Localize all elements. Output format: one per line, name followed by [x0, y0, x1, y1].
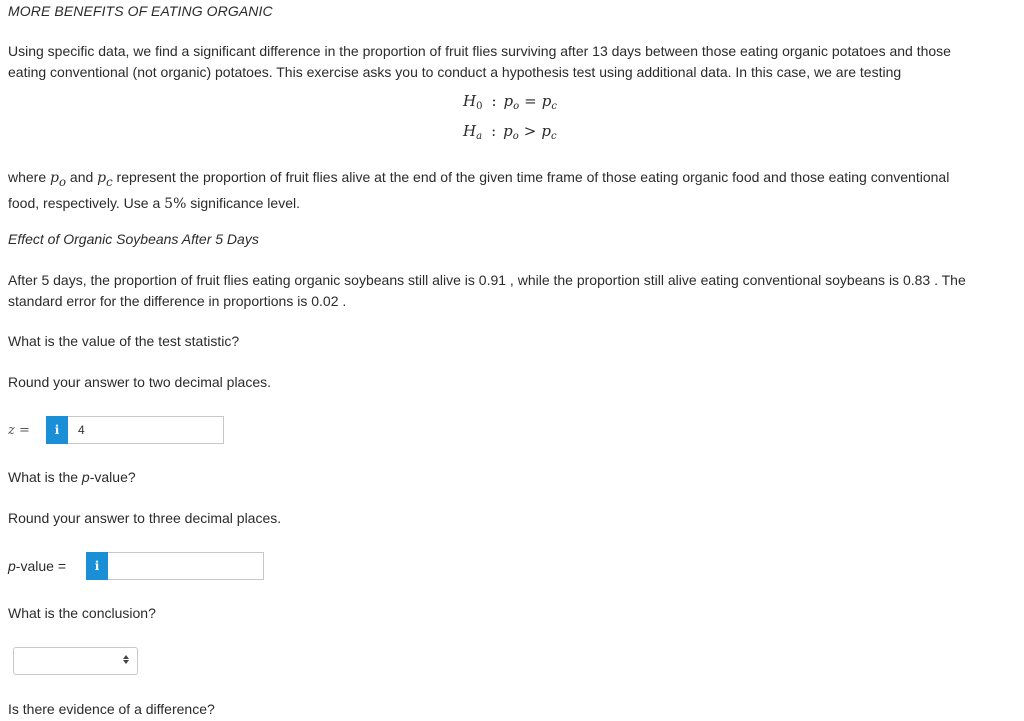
- info-icon[interactable]: i: [46, 416, 68, 444]
- p-value-answer-row: [8, 552, 264, 580]
- intro-line-2: eating conventional (not organic) potatoes. This exercise asks you to conduct a hypothesis test using additional data. In this case, we are testing: [8, 64, 902, 80]
- intro-line-1: Using specific data, we find a significant difference in the proportion of fruit flies surviving after 13 days between those eating organic potatoes and those: [8, 43, 951, 59]
- z-label: z =: [8, 422, 30, 438]
- data-paragraph: [8, 270, 966, 312]
- conclusion-question: What is the conclusion?: [8, 605, 156, 621]
- z-answer-row: [8, 416, 224, 444]
- where-paragraph: [8, 167, 949, 215]
- test-statistic-rounding: Round your answer to two decimal places.: [8, 374, 272, 390]
- data-line-1: After 5 days, the proportion of fruit flies eating organic soybeans still alive is 0.91 , while the proportion still alive eating conventional soybeans is 0.83 . The: [8, 272, 966, 288]
- alternative-hypothesis: $H_a$ : $p_o > p_c$: [463, 122, 557, 142]
- where-line-1: where $p_o$ and $p_c$ represent the proportion of fruit flies alive at the end of the given time frame of those eating organic food and those eating conventional: [8, 169, 950, 189]
- z-input[interactable]: 4: [68, 416, 224, 444]
- p-value-rounding: Round your answer to three decimal places.: [8, 510, 282, 526]
- p-value-label: p-value =: [8, 558, 66, 574]
- select-arrows-icon: [123, 654, 131, 665]
- data-line-2: standard error for the difference in proportions is 0.02 .: [8, 293, 347, 309]
- intro-paragraph: [8, 41, 951, 83]
- p-value-input[interactable]: [108, 552, 264, 580]
- conclusion-select[interactable]: [13, 647, 138, 675]
- test-statistic-question: What is the value of the test statistic?: [8, 333, 240, 349]
- problem-title: MORE BENEFITS OF EATING ORGANIC: [8, 3, 273, 19]
- p-value-question: What is the p-value?: [8, 469, 136, 485]
- section-title: Effect of Organic Soybeans After 5 Days: [8, 231, 259, 247]
- where-line-2: food, respectively. Use a 5% significance level.: [8, 194, 300, 212]
- difference-question: Is there evidence of a difference?: [8, 701, 215, 717]
- null-hypothesis: $H_0$ : $p_o = p_c$: [463, 92, 557, 112]
- info-icon[interactable]: i: [86, 552, 108, 580]
